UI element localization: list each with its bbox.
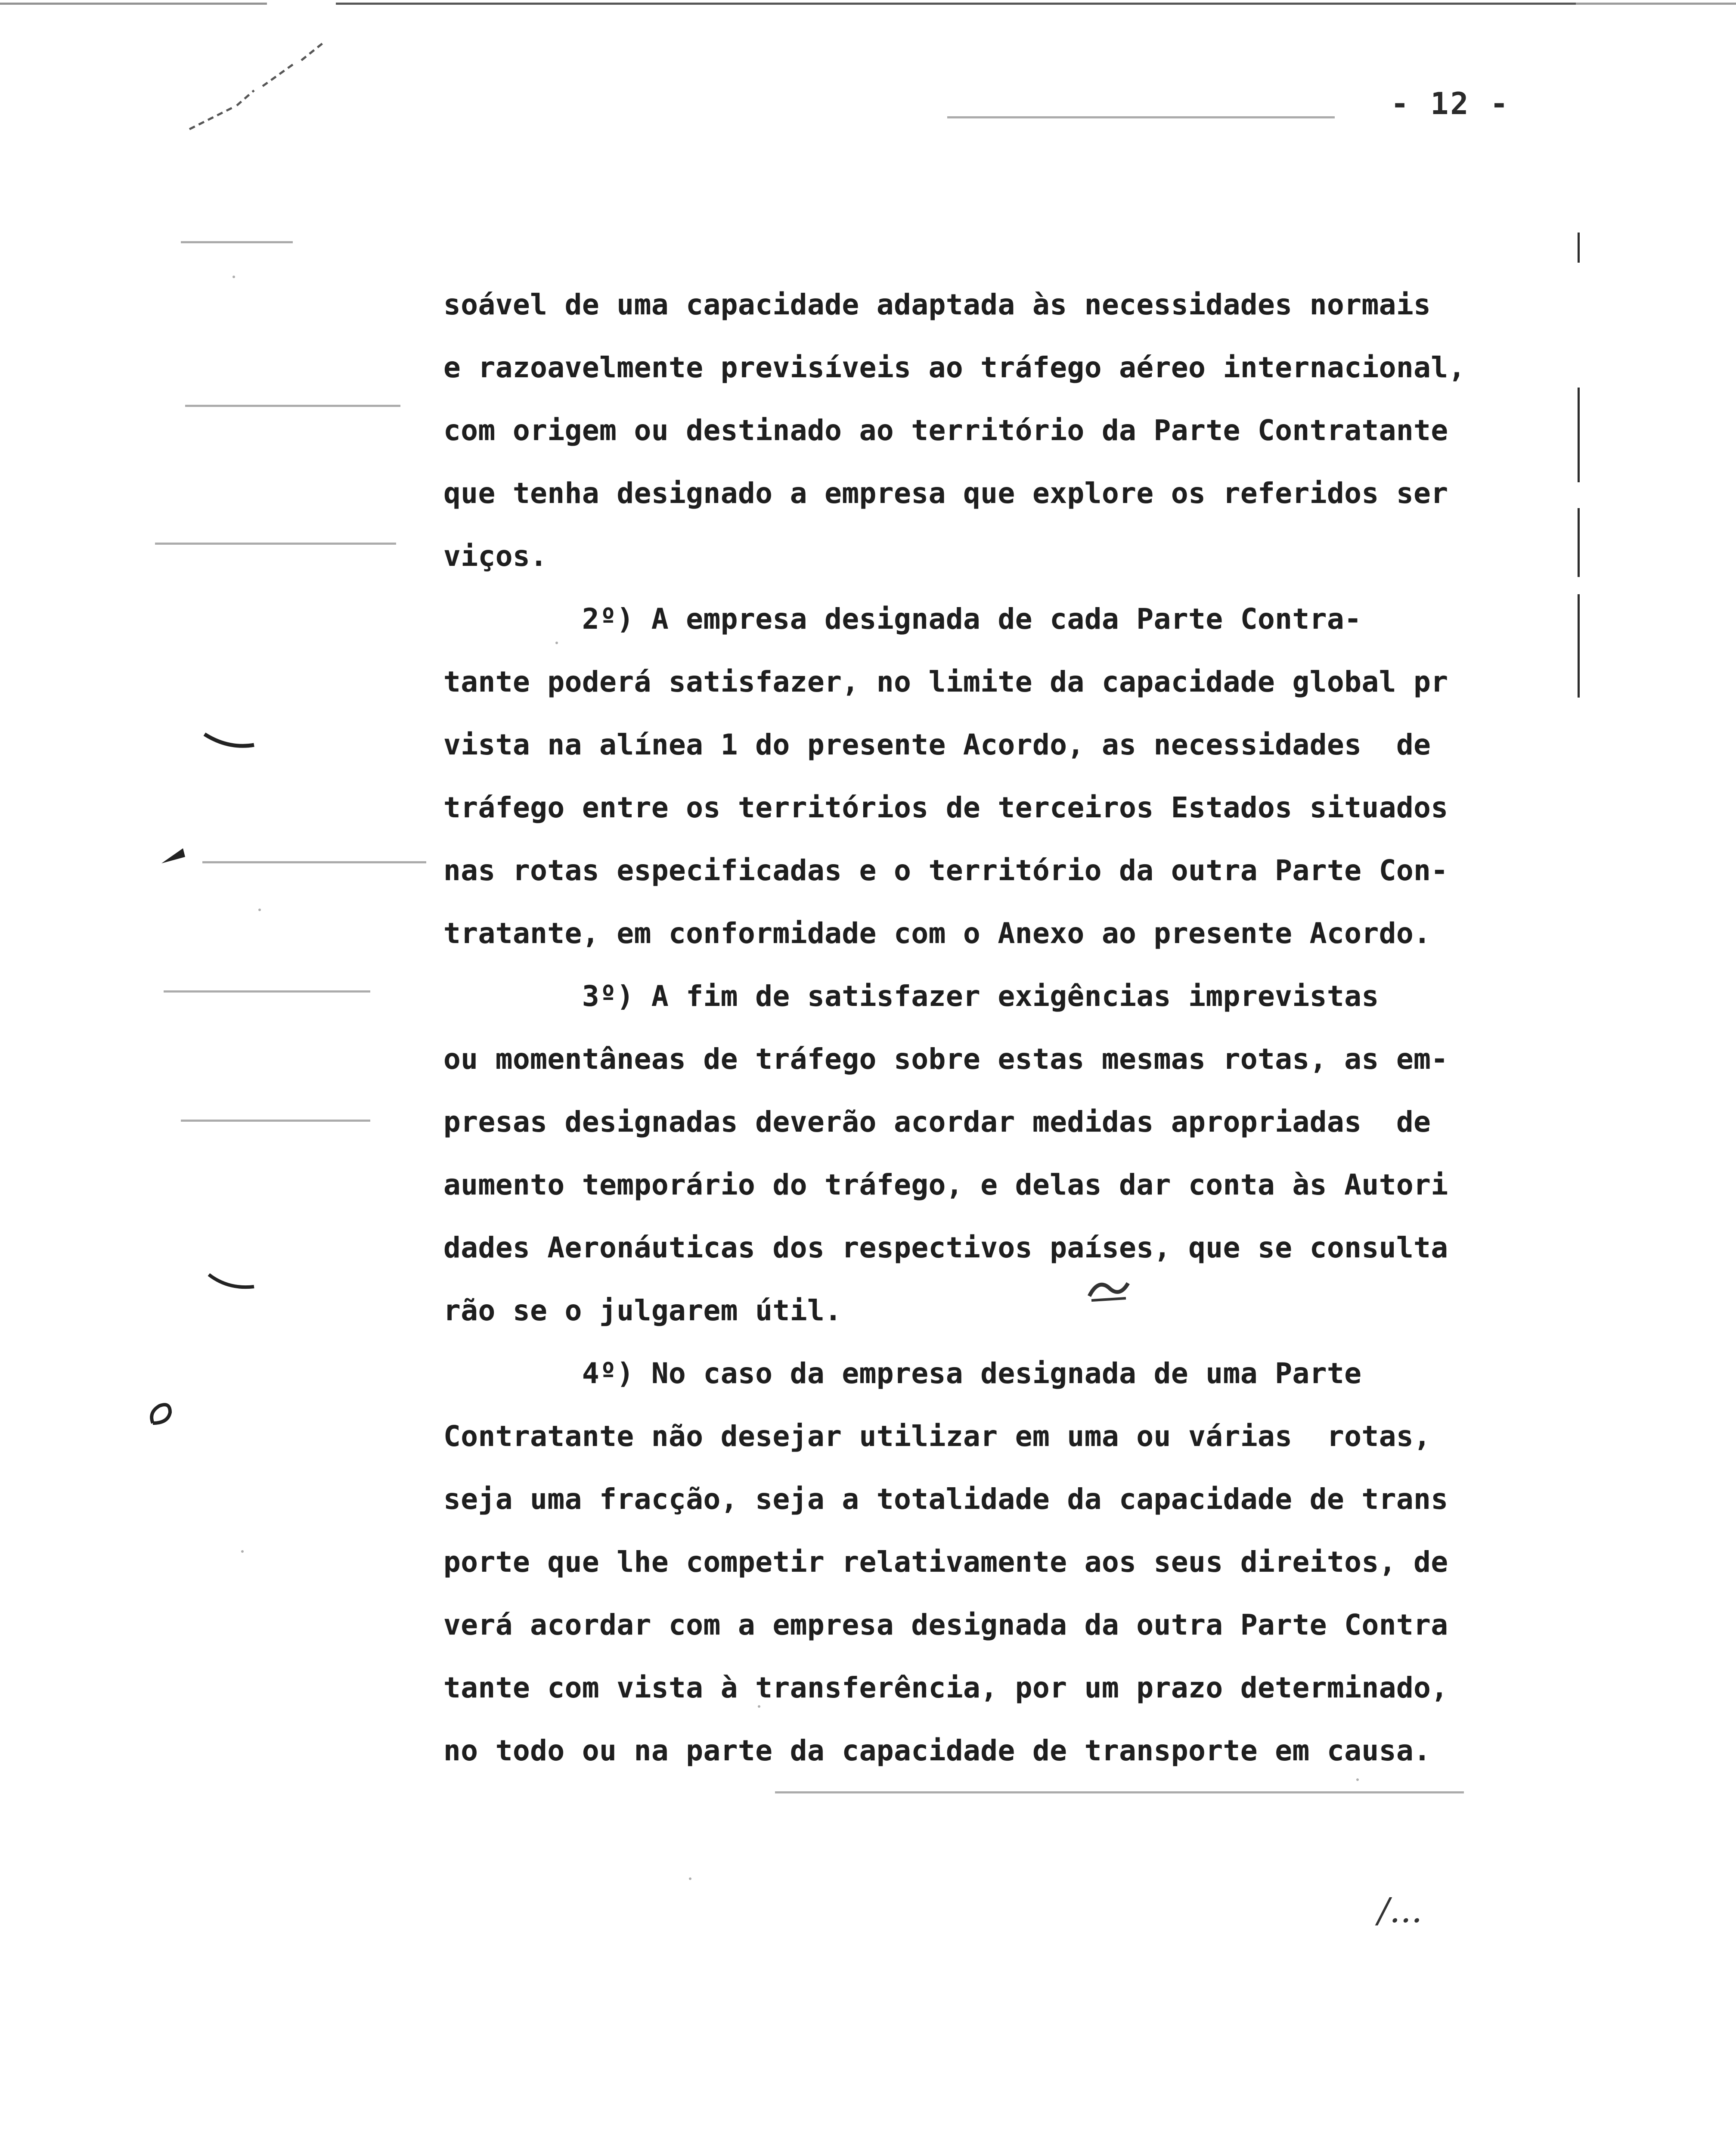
text-line: seja uma fracção, seja a totalidade da capacidade de trans: [443, 1483, 1448, 1516]
scan-artifact: [1356, 1778, 1359, 1781]
scan-artifact: [159, 844, 189, 870]
text-line: tráfego entre os territórios de terceiros Estados situados: [443, 791, 1448, 824]
text-line: 3º) A fim de satisfazer exigências imprevistas: [443, 980, 1379, 1013]
text-line: aumento temporário do tráfego, e delas dar conta às Autori: [443, 1168, 1448, 1201]
scan-artifact: [164, 990, 370, 993]
scan-artifact: [775, 1791, 1464, 1793]
text-line: tratante, em conformidade com o Anexo ao presente Acordo.: [443, 917, 1431, 950]
scan-artifact: [258, 909, 261, 911]
text-line: vista na alínea 1 do presente Acordo, as necessidades de: [443, 728, 1431, 761]
text-line: soável de uma capacidade adaptada às necessidades normais: [443, 288, 1431, 321]
text-line: 2º) A empresa designada de cada Parte Contra-: [443, 602, 1362, 636]
body-text: [443, 273, 1546, 1782]
text-line: com origem ou destinado ao território da Parte Contratante: [443, 414, 1448, 447]
scan-artifact: [181, 241, 293, 243]
scan-artifact: [181, 1120, 370, 1122]
continuation-mark: /...: [1378, 1890, 1423, 1930]
text-line: e razoavelmente previsíveis ao tráfego aéreo internacional,: [443, 351, 1466, 384]
text-line: presas designadas deverão acordar medidas apropriadas de: [443, 1105, 1431, 1139]
scan-margin-line: [1578, 388, 1580, 482]
scan-margin-line: [1578, 594, 1580, 698]
scan-artifact: [758, 1705, 760, 1708]
scan-margin-line: [1578, 508, 1580, 577]
text-line: viços.: [443, 540, 548, 573]
text-line: verá acordar com a empresa designada da outra Parte Contra: [443, 1608, 1448, 1641]
scan-artifact: [207, 1270, 258, 1296]
text-line: 4º) No caso da empresa designada de uma Parte: [443, 1357, 1362, 1390]
scan-margin-line: [1578, 233, 1580, 263]
text-line: nas rotas especificadas e o território da outra Parte Con-: [443, 854, 1448, 887]
scan-artifact: [689, 1877, 691, 1880]
scan-border-top: [336, 3, 1576, 5]
scan-artifact: [155, 543, 396, 545]
scan-artifact: [181, 26, 353, 138]
scan-artifact: [555, 642, 558, 644]
scan-artifact: [202, 728, 258, 754]
scan-artifact: [146, 1399, 177, 1430]
scan-artifact: [1085, 1275, 1132, 1305]
text-line: dades Aeronáuticas dos respectivos países, que se consulta: [443, 1231, 1448, 1264]
scan-border-top: [1576, 3, 1736, 5]
text-line: Contratante não desejar utilizar em uma ou várias rotas,: [443, 1420, 1431, 1453]
scan-artifact: [947, 116, 1335, 118]
scan-artifact: [232, 276, 235, 278]
scan-artifact: [185, 405, 400, 407]
text-line: rão se o julgarem útil.: [443, 1294, 842, 1327]
text-line: que tenha designado a empresa que explore os referidos ser: [443, 477, 1448, 510]
scan-border-top: [0, 3, 267, 5]
page-number: - 12 -: [1391, 86, 1510, 121]
text-line: tante com vista à transferência, por um prazo determinado,: [443, 1671, 1448, 1704]
text-line: porte que lhe competir relativamente aos seus direitos, de: [443, 1545, 1448, 1579]
text-line: no todo ou na parte da capacidade de transporte em causa.: [443, 1734, 1431, 1767]
text-line: ou momentâneas de tráfego sobre estas mesmas rotas, as em-: [443, 1042, 1448, 1076]
scan-artifact: [241, 1550, 244, 1553]
text-line: tante poderá satisfazer, no limite da capacidade global pr: [443, 665, 1448, 698]
scan-artifact: [202, 861, 426, 863]
